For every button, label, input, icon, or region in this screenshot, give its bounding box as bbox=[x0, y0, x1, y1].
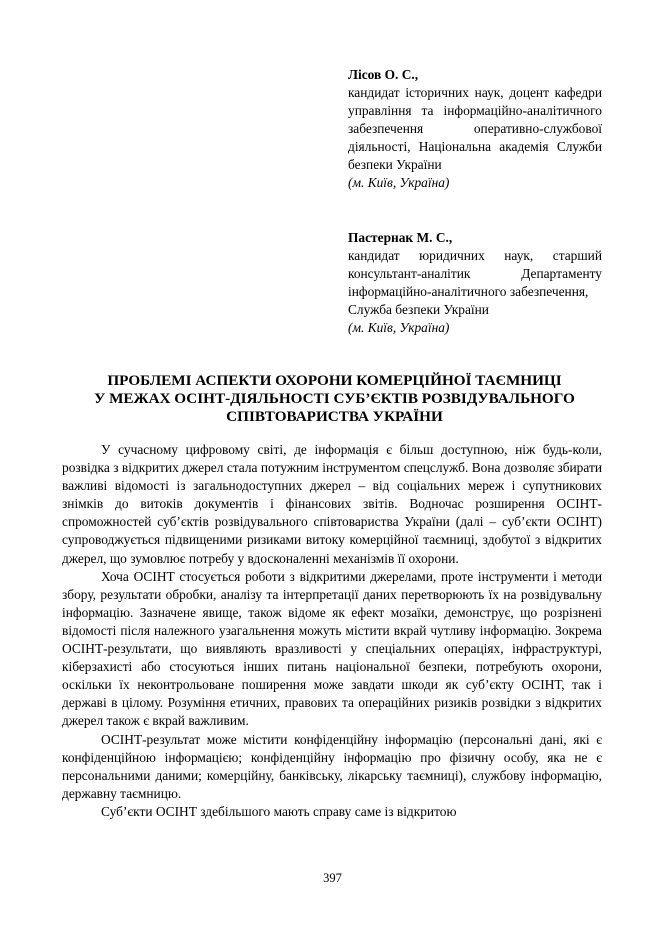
body-paragraph: У сучасному цифровому світі, де інформація є більш доступною, ніж будь-коли, розвідка з відкритих джерел стала потужним інструментом спецслужб. Вона дозволяє збирати важливі відомості із загальнодоступних джерел – від соціальних мереж і супутникових знімків до витоків документів і фінансових звітів. Водночас розширення ОСІНТ-спроможностей суб’єктів розвідувального співтовариства України (далі – суб’єкти ОСІНТ) супроводжується підвищеними ризиками витоку комерційної таємниці, здобутої з відкритих джерел, що зумовлює потребу у вдосконаленні механізмів її охорони. bbox=[62, 442, 602, 566]
author-affiliation: кандидат історичних наук, доцент кафедри управління та інформаційно-аналітичного забезпечення оперативно-службової діяльності, Національна академія Служби безпеки України bbox=[348, 85, 602, 172]
body-paragraph: Хоча ОСІНТ стосується роботи з відкритими джерелами, проте інструменти і методи збору, результати обробки, аналізу та інтерпретації даних перетворюють їх на розвідувальну інформацію. Зазначене явище, також відоме як ефект мозаїки, демонструє, що розрізнені відомості після належного узагальнення можуть містити вкрай чутливу інформацію. Зокрема ОСІНТ-результати, що виявляють вразливості у спеціальних операціях, інфраструктурі, кіберзахисті або стосуються інших питань національної безпеки, потребують охорони, оскільки їх неконтрольоване поширення може завдати шкоди як суб’єкту ОСІНТ, так і державі в цілому. Розуміння етичних, правових та операційних ризиків розвідки з відкритих джерел також є вкрай важливим. bbox=[62, 568, 602, 729]
author-city: (м. Київ, Україна) bbox=[348, 175, 450, 190]
article-body bbox=[62, 441, 602, 821]
body-paragraph: ОСІНТ-результат може містити конфіденційну інформацію (персональні дані, які є конфіденційною інформацією; конфіденційну інформацію про фізичну особу, яка не є персональними даними; комерційну, банківську, лікарську таємниці), службову інформацію, державну таємницю. bbox=[62, 731, 602, 801]
author-name: Пастернак М. С., bbox=[348, 230, 453, 245]
title-line: ПРОБЛЕМІ АСПЕКТИ ОХОРОНИ КОМЕРЦІЙНОЇ ТАЄМНИЦІ bbox=[107, 372, 562, 389]
author-affiliation: кандидат юридичних наук, старший консультант-аналітик Департаменту інформаційно-аналітичного забезпечення, bbox=[348, 248, 602, 299]
author-name: Лісов О. С., bbox=[348, 67, 419, 82]
title-line: У МЕЖАХ ОСІНТ-ДІЯЛЬНОСТІ СУБ’ЄКТІВ РОЗВІДУВАЛЬНОГО bbox=[94, 390, 575, 407]
article-title bbox=[62, 372, 607, 426]
author-block-2 bbox=[348, 229, 602, 337]
author-city: (м. Київ, Україна) bbox=[348, 320, 450, 335]
page-number: 397 bbox=[323, 871, 342, 885]
author-block-1 bbox=[348, 66, 602, 192]
author-organization: Служба безпеки України bbox=[348, 302, 489, 317]
body-paragraph: Суб’єкти ОСІНТ здебільшого мають справу саме із відкритою bbox=[101, 803, 457, 819]
title-line: СПІВТОВАРИСТВА УКРАЇНИ bbox=[226, 408, 443, 425]
